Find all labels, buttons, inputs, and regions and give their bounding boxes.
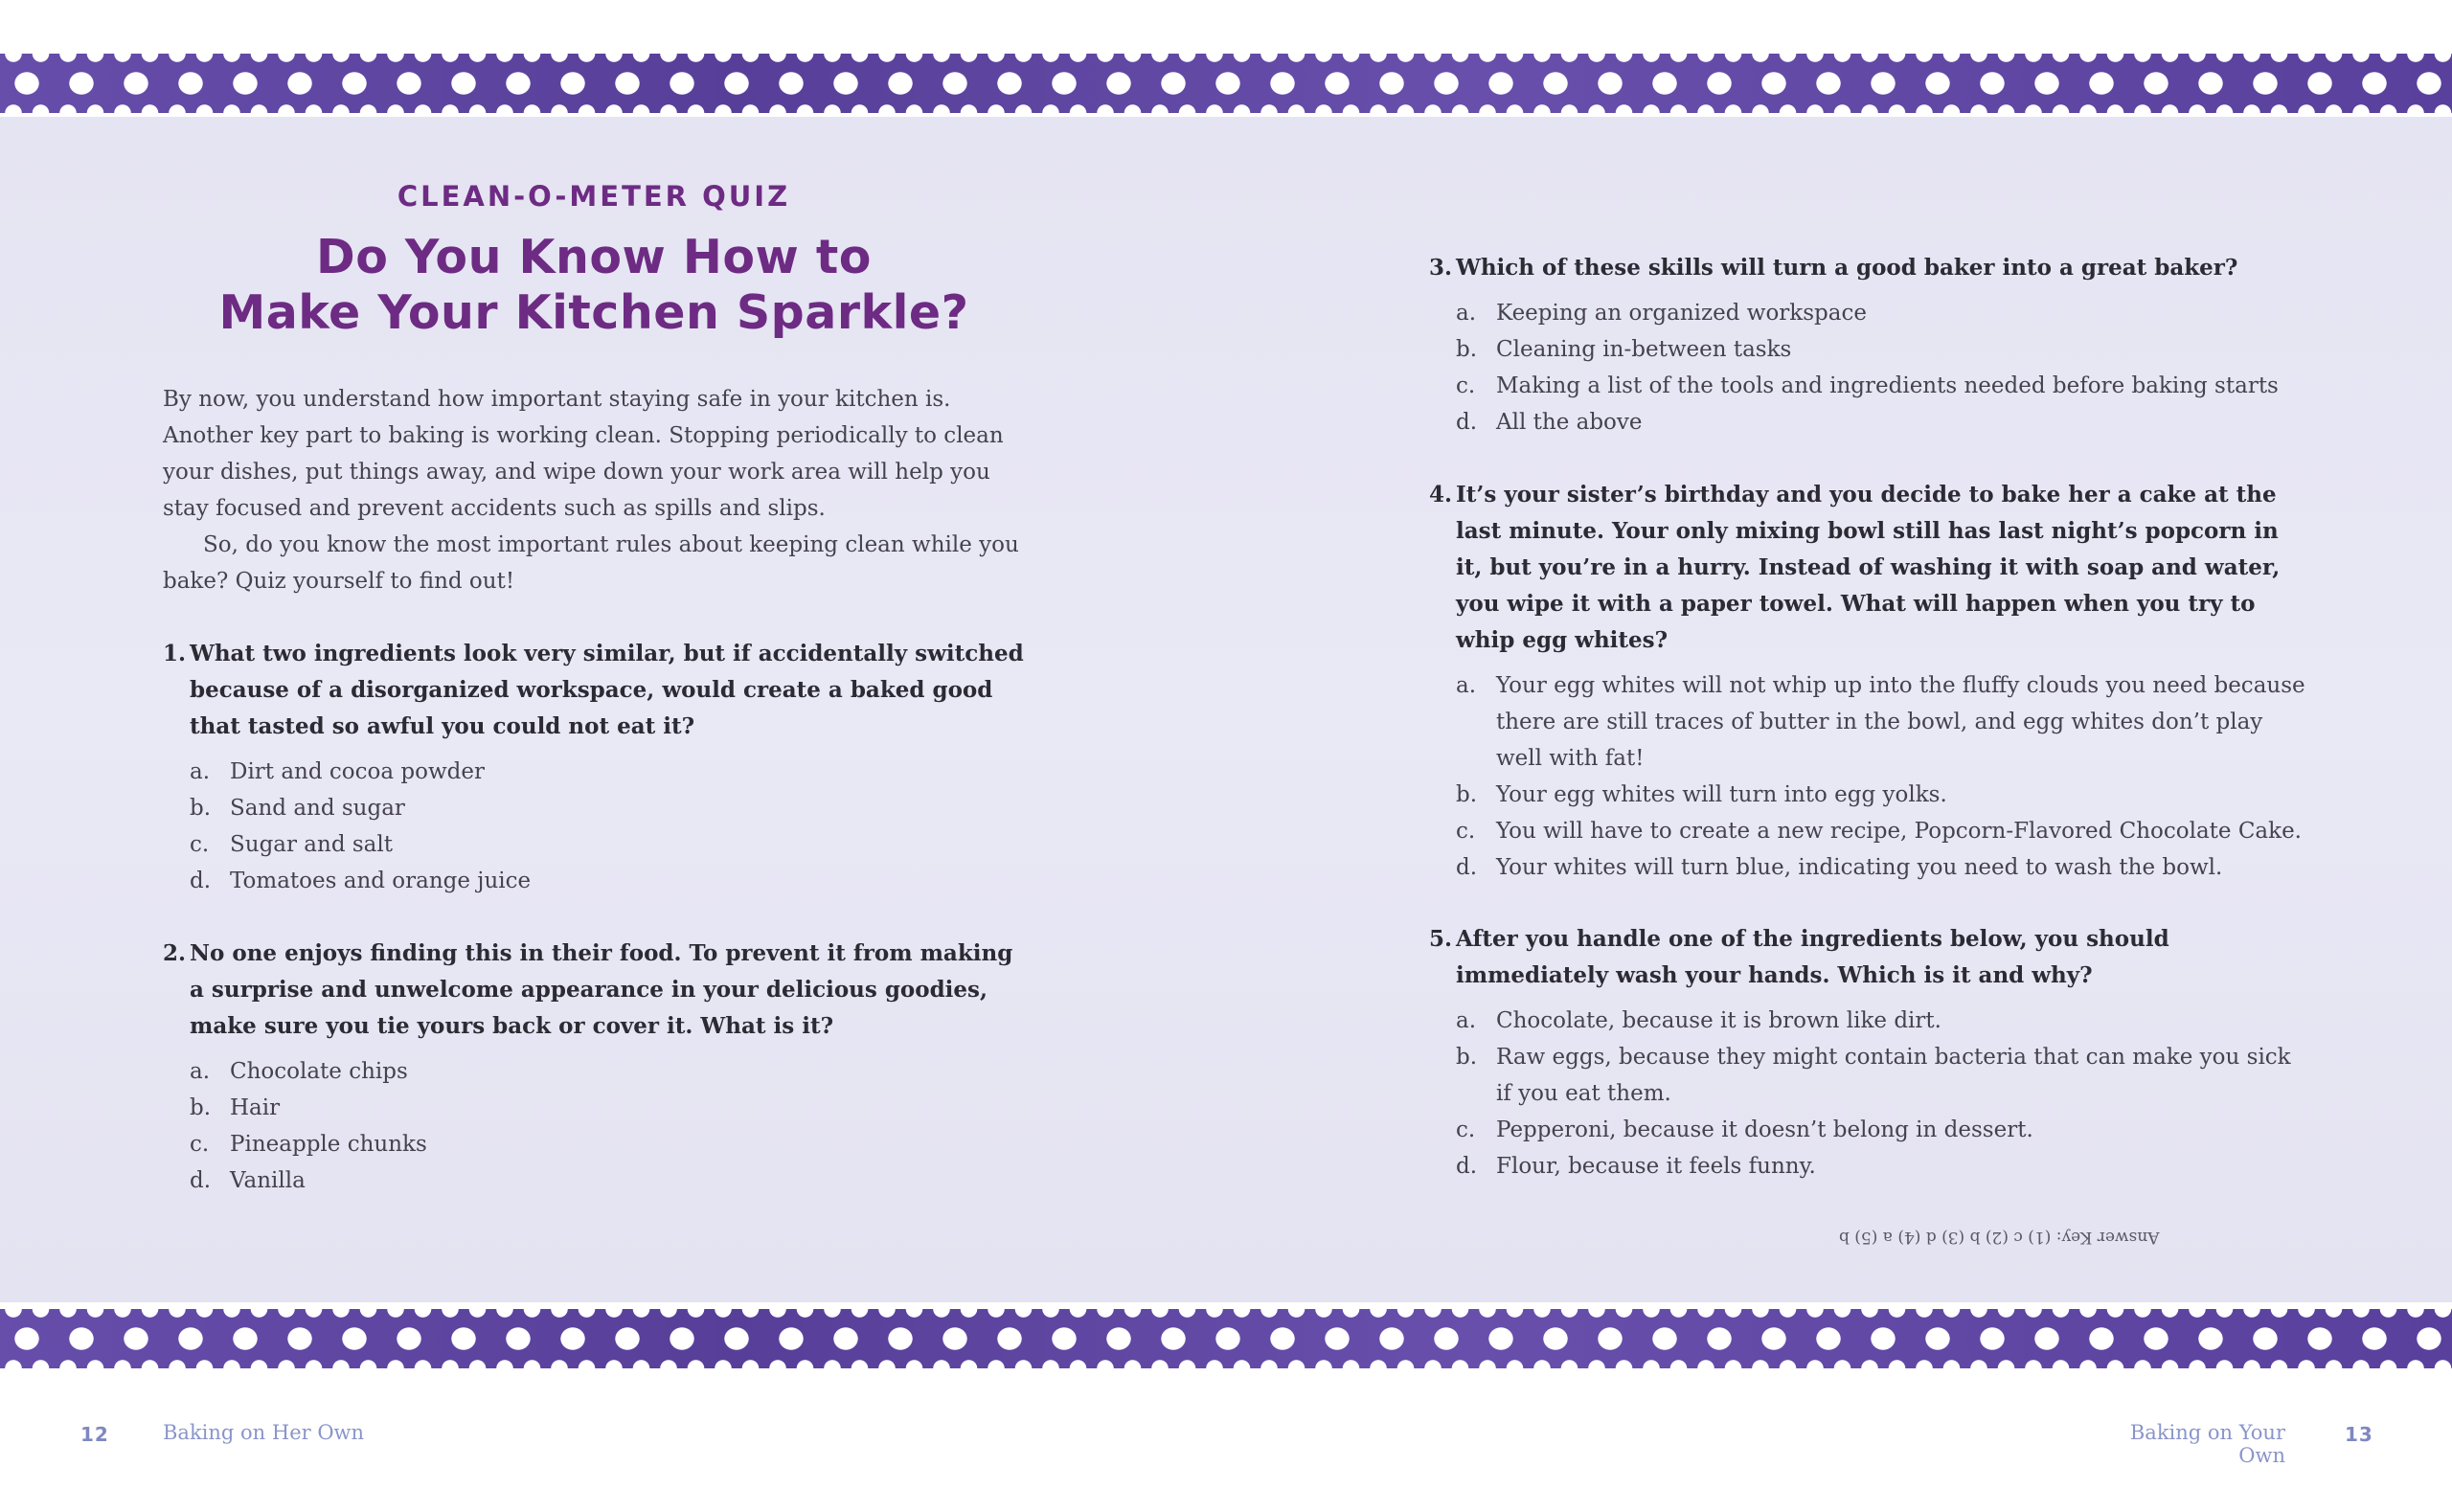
question-number: 4. [1429, 482, 1453, 508]
intro-paragraph-1: By now, you understand how important staying safe in your kitchen is. Another key part to baking is working clean. Stopping periodically to clean your dishes, put things away, and wipe down your work area will help you stay focused and prevent accidents such as spills and slips. [163, 387, 1004, 521]
answer-option [1429, 295, 2310, 331]
decorative-border-bottom [0, 1309, 2452, 1368]
option-letter: c. [1456, 373, 1476, 398]
answer-option [1429, 1039, 2310, 1112]
option-text: Your egg whites will turn into egg yolks. [1496, 782, 1947, 807]
answer-option [163, 826, 1025, 863]
quiz-question-4 [1429, 477, 2310, 886]
title-line-1: Do You Know How to [316, 230, 872, 284]
option-text: Your whites will turn blue, indicating you need to wash the bowl. [1496, 855, 2223, 880]
option-text: Making a list of the tools and ingredients needed before baking starts [1496, 373, 2279, 398]
option-letter: b. [1456, 337, 1478, 362]
left-running-title: Baking on Her Own [163, 1421, 365, 1444]
answer-options [1429, 295, 2310, 440]
answer-options [1429, 1003, 2310, 1185]
answer-option [1429, 331, 2310, 368]
option-letter: c. [190, 1132, 210, 1157]
option-letter: d. [190, 869, 212, 893]
left-page-number: 12 [80, 1423, 109, 1446]
option-text: Your egg whites will not whip up into the fluffy clouds you need because there are still traces of butter in the bowl, and egg whites don’t play well with fat! [1496, 673, 2305, 771]
answer-option [1429, 1112, 2310, 1148]
option-text: Keeping an organized workspace [1496, 301, 1867, 326]
quiz-question-2 [163, 936, 1025, 1199]
option-text: Chocolate, because it is brown like dirt. [1496, 1008, 1941, 1033]
question-number: 1. [163, 641, 187, 666]
answer-key-upside-down: Answer Key: (1) c (2) b (3) d (4) a (5) b [1839, 1228, 2160, 1247]
quiz-question-5 [1429, 921, 2310, 1185]
quiz-question-3 [1429, 250, 2310, 440]
answer-options [1429, 667, 2310, 886]
option-text: Pepperoni, because it doesn’t belong in dessert. [1496, 1117, 2033, 1142]
answer-options [163, 754, 1025, 899]
question-number: 3. [1429, 255, 1453, 281]
question-text: No one enjoys finding this in their food. To prevent it from making a surprise and unwelcome appearance in your delicious goodies, make sure you tie yours back or cover it. What is it? [190, 940, 1013, 1039]
option-letter: c. [190, 832, 210, 857]
question-text: What two ingredients look very similar, but if accidentally switched because of a disorganized workspace, would create a baked good that tasted so awful you could not eat it? [190, 641, 1024, 739]
answer-option [163, 1090, 1025, 1126]
option-letter: d. [1456, 410, 1478, 435]
option-letter: b. [1456, 782, 1478, 807]
option-text: Sand and sugar [230, 796, 405, 821]
answer-option [163, 1162, 1025, 1199]
decorative-border-top [0, 54, 2452, 113]
question-text: Which of these skills will turn a good baker into a great baker? [1456, 255, 2238, 281]
answer-option [163, 1053, 1025, 1090]
answer-option [163, 863, 1025, 899]
option-text: Sugar and salt [230, 832, 393, 857]
option-text: Tomatoes and orange juice [230, 869, 532, 893]
option-letter: b. [190, 1095, 212, 1120]
option-letter: c. [1456, 819, 1476, 844]
quiz-question-1 [163, 636, 1025, 899]
option-letter: a. [1456, 1008, 1477, 1033]
option-letter: a. [1456, 301, 1477, 326]
answer-options [163, 1053, 1025, 1199]
answer-option [163, 790, 1025, 826]
intro-paragraph-2: So, do you know the most important rules about keeping clean while you bake? Quiz yourself to find out! [163, 532, 1019, 594]
answer-option [1429, 777, 2310, 813]
answer-option [163, 1126, 1025, 1162]
option-text: Pineapple chunks [230, 1132, 427, 1157]
option-text: Cleaning in-between tasks [1496, 337, 1792, 362]
question-number: 5. [1429, 926, 1453, 952]
answer-option [1429, 1148, 2310, 1185]
option-letter: d. [190, 1168, 212, 1193]
option-text: Raw eggs, because they might contain bacteria that can make you sick if you eat them. [1496, 1045, 2291, 1106]
option-letter: b. [1456, 1045, 1478, 1070]
option-letter: b. [190, 796, 212, 821]
option-letter: c. [1456, 1117, 1476, 1142]
answer-option [1429, 849, 2310, 886]
question-text: It’s your sister’s birthday and you decide to bake her a cake at the last minute. Your only mixing bowl still has last night’s popcorn in it, but you’re in a hurry. Instead of washing it with soap and water, you wipe it with a paper towel. What will happen when you try to whip egg whites? [1456, 482, 2281, 653]
option-letter: a. [190, 759, 211, 784]
option-text: You will have to create a new recipe, Popcorn-Flavored Chocolate Cake. [1496, 819, 2302, 844]
question-text: After you handle one of the ingredients below, you should immediately wash your hands. Which is it and why? [1456, 926, 2169, 988]
answer-option [1429, 667, 2310, 777]
option-text: Flour, because it feels funny. [1496, 1154, 1816, 1179]
page-title [158, 230, 1030, 341]
answer-option [1429, 368, 2310, 404]
answer-option [1429, 1003, 2310, 1039]
title-line-2: Make Your Kitchen Sparkle? [218, 285, 969, 340]
option-text: All the above [1496, 410, 1643, 435]
question-number: 2. [163, 940, 187, 966]
option-text: Vanilla [230, 1168, 306, 1193]
option-text: Chocolate chips [230, 1059, 408, 1084]
answer-option [163, 754, 1025, 790]
answer-option [1429, 404, 2310, 440]
quiz-kicker: CLEAN-O-METER QUIZ [397, 180, 791, 213]
answer-option [1429, 813, 2310, 849]
right-running-title: Baking on Your Own [2129, 1421, 2285, 1467]
option-text: Dirt and cocoa powder [230, 759, 485, 784]
right-page-number: 13 [2345, 1423, 2373, 1446]
option-letter: d. [1456, 1154, 1478, 1179]
option-text: Hair [230, 1095, 281, 1120]
option-letter: d. [1456, 855, 1478, 880]
option-letter: a. [1456, 673, 1477, 698]
option-letter: a. [190, 1059, 211, 1084]
intro-text [163, 381, 1025, 599]
